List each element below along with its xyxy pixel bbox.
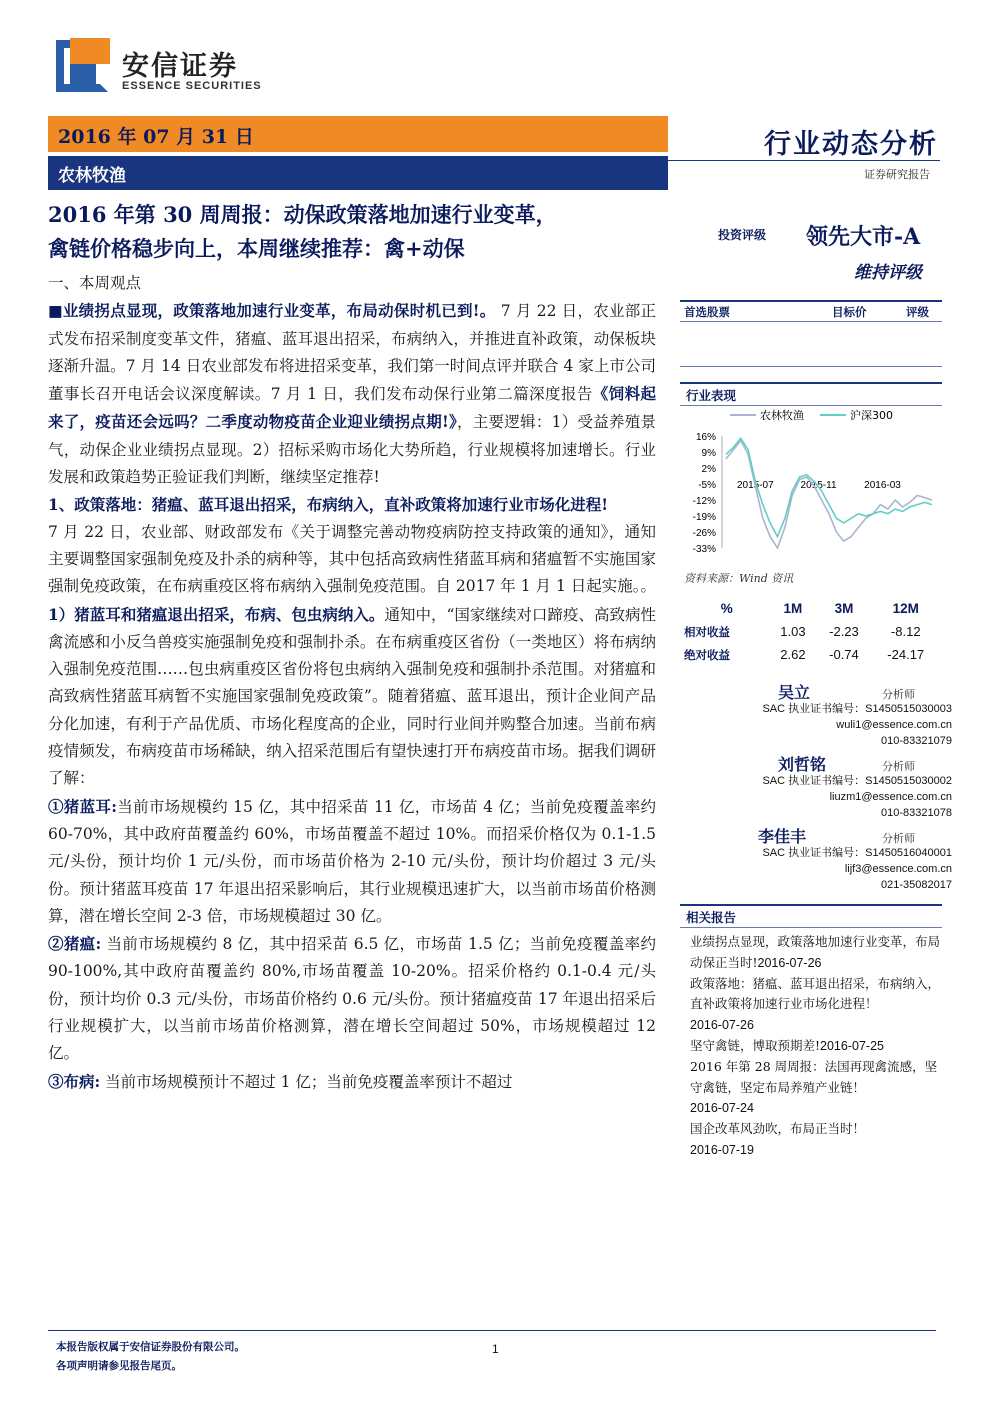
paragraph-5-lead: ②猪瘟: [48,934,102,954]
related-reports-header [680,904,942,928]
paragraph-2: 7 月 22 日，农业部、财政部发布《关于调整完善动物疫病防控支持政策的通知》，通知主要调整国家强制免疫及扑杀的病种等，其中包括高致病性猪蓝耳病和猪瘟暂不实施国家强制免疫政策，在布病重疫区将布病纳入强制免疫范围。自 2017 年 1 月 1 日起实施。。 [48,522,656,596]
picks-col-stock: 首选股票 [684,305,730,319]
y-tick-label: -19% [692,512,716,523]
list-item[interactable] [690,974,942,1036]
list-item[interactable] [690,932,942,974]
report-type: 行业动态分析 [764,129,938,160]
title-line-1: 2016 年第 30 周周报：动保政策落地加速行业变革， [48,202,557,227]
table-cell: 2.62 [780,647,806,662]
table-cell: -2.23 [829,624,859,639]
row-label: 绝对收益 [684,647,730,662]
company-logo [56,40,108,92]
chart-legend [730,408,893,422]
report-date: 2016 年 07 月 31 日 [58,126,254,148]
page-number: 1 [492,1342,499,1356]
paragraph-4-text: 当前市场规模约 15 亿，其中招采苗 11 亿，市场苗 4 亿；当前免疫覆盖率约 60-70%，其中政府苗覆盖约 60%，市场苗覆盖不超过 10%。而招采价格仅为 0.1-1.5 元/头份，预计均价 1 元/头份，而市场苗价格为 2-10 元/头份，预计均价超过 3 元/头份。预计猪蓝耳疫苗 17 年退出招采影响后，其行业规模迅速扩大，以当前市场苗价格测算，潜在增长空间 2-3 倍，市场规模超过 30 亿。 [48,797,656,925]
picks-col-rating: 评级 [906,305,929,319]
y-tick-label: -12% [692,496,716,507]
list-item[interactable] [690,1119,942,1161]
paragraph-1-text-a: 7 月 22 日，农业部正式发布招采制度变革文件，猪瘟、蓝耳退出招采，布病纳入，并推进直补政策，动保板块逐渐升温。7 月 14 日农业部发布将进招采变革，我们第一时间点评并联合 4 家上市公司董事长召开电话会议深度解读。7 月 1 日，我们发布动保行业第二篇深度报告 [48,302,656,404]
paragraph-4-lead: ①猪蓝耳: [48,796,117,816]
perf-col-3m: 3M [834,600,854,616]
list-item[interactable] [690,1036,942,1057]
table-cell: -8.12 [890,624,921,639]
paragraph-1-text-b: ，主要逻辑：1）受益养殖景气，动保企业业绩拐点显现。2）招标采购市场化大势所趋，行业规模将加速增长。行业发展和政策趋势正验证我们判断，继续坚定推荐! [48,413,656,487]
report-subtype: 证券研究报告 [864,168,930,181]
analyst-email[interactable]: liuzm1@essence.com.cn [829,791,952,803]
analyst-title: 分析师 [882,832,915,845]
section-heading: 一、本周观点 [48,274,142,292]
related-reports-list [690,932,942,1161]
main-body [48,270,656,1096]
rating-value: 领先大市-A [806,224,921,250]
series-line-1 [726,441,932,548]
analyst-cert: SAC 执业证书编号：S1450515030003 [762,703,952,715]
related-text: 坚守禽链，博取预期差! [690,1037,821,1053]
paragraph-6-lead: ③布病: [48,1071,101,1091]
related-date: 2016-07-26 [757,955,822,970]
paragraph-1-report-title: 《饲料起来了，疫苗还会远吗？二季度动物疫苗企业迎业绩拐点期!》 [48,384,656,432]
table-cell: 1.03 [780,624,806,639]
paragraph-6-text: 当前市场规模预计不超过 1 亿；当前免疫覆盖率预计不超过 [100,1072,513,1091]
picks-header [680,300,942,322]
analyst-name: 吴立 [778,683,811,702]
footer-divider [48,1330,936,1331]
related-date: 2016-07-26 [690,1018,754,1033]
analyst-cert: SAC 执业证书编号：S1450515030002 [762,775,952,787]
subheading-1: 1、政策落地：猪瘟、蓝耳退出招采，布病纳入，直补政策将加速行业市场化进程! [48,495,609,515]
picks-col-target: 目标价 [832,305,867,319]
sector-bar [48,156,668,190]
legend-label-series-2: 沪深300 [850,409,893,422]
analyst-title: 分析师 [882,760,915,773]
chart-series [726,438,932,548]
related-title: 相关报告 [686,910,737,925]
table-cell: -0.74 [829,647,859,662]
perf-col-unit: % [720,600,733,616]
brand-name-cn: 安信证券 [122,51,238,82]
related-text: 2016 年第 28 周周报：法国再现禽流感，坚守禽链，坚定布局养殖产业链！ [690,1058,938,1095]
x-tick-label: 2015-11 [800,480,837,491]
y-tick-label: 16% [695,432,716,443]
brand-name-en: ESSENCE SECURITIES [122,80,262,92]
x-axis [737,480,901,491]
table-row [684,643,940,666]
analyst-title: 分析师 [882,688,915,701]
industry-performance-chart [680,406,942,566]
related-text: 政策落地：猪瘟、蓝耳退出招采，布病纳入，直补政策将加速行业市场化进程！ [690,975,941,1012]
x-tick-label: 2016-03 [864,480,901,491]
header-divider [668,160,940,161]
paragraph-3-text: 通知中，“国家继续对口蹄疫、高致病性禽流感和小反刍兽疫实施强制免疫和强制扑杀。在布病重疫区省份（一类地区）将布病纳入强制免疫范围……包虫病重疫区省份将包虫病纳入强制免疫和强制扑杀范围。对猪瘟和高致病性猪蓝耳病暂不实施国家强制免疫政策”。随着猪瘟、蓝耳退出，预计企业间产品分化加速，有利于产品优质、市场化程度高的企业，同时行业间并购整合加速。当前布病疫情频发，布病疫苗市场稀缺，纳入招采范围后有望快速打开布病疫苗市场。据我们调研了解： [48,605,656,788]
related-text: 业绩拐点显现，政策落地加速行业变革，布局动保正当时! [690,934,941,970]
sector-label: 农林牧渔 [58,166,126,186]
copyright-note: 本报告版权属于安信证券股份有限公司。 [56,1341,245,1353]
performance-table [684,596,940,666]
perf-col-1m: 1M [783,600,803,616]
related-date: 2016-07-19 [690,1142,754,1157]
title-line-2: 禽链价格稳步向上，本周继续推荐：禽+动保 [48,236,465,261]
rating-label: 投资评级 [718,228,767,242]
picks-bottom-line [680,366,942,367]
paragraph-6 [48,1068,656,1096]
table-cell: -24.17 [887,647,925,662]
paragraph-3 [48,601,656,793]
related-date: 2016-07-25 [820,1038,884,1053]
report-title [48,198,668,266]
analyst-name: 李佳丰 [758,827,807,846]
related-date: 2016-07-24 [690,1101,754,1116]
y-axis [693,432,722,555]
y-tick-label: -5% [698,480,716,491]
perf-col-12m: 12M [892,600,919,616]
analyst-phone: 021-35082017 [881,879,952,891]
chart-source: 资料来源：Wind 资讯 [684,572,794,585]
rating-note: 维持评级 [854,263,922,283]
performance-table-header [684,596,940,620]
paragraph-4 [48,793,656,930]
analyst-email[interactable]: lijf3@essence.com.cn [844,863,952,875]
related-text: 国企改革风劲吹，布局正当时！ [690,1121,866,1137]
analyst-phone: 010-83321079 [881,735,952,747]
disclaimer-note: 各项声明请参见报告尾页。 [56,1360,182,1372]
perf-header [680,382,942,406]
y-tick-label: 9% [701,448,716,459]
y-tick-label: -26% [692,528,716,539]
analyst-phone: 010-83321078 [881,807,952,819]
paragraph-3-lead: 1）猪蓝耳和猪瘟退出招采，布病、包虫病纳入。 [48,604,385,624]
analyst-name: 刘哲铭 [778,755,827,774]
paragraph-5 [48,930,656,1067]
row-label: 相对收益 [684,624,730,639]
legend-label-series-1: 农林牧渔 [760,409,804,422]
footer-notes [56,1338,245,1376]
table-row [684,620,940,643]
paragraph-1-lead: ■业绩拐点显现，政策落地加速行业变革，布局动保时机已到!。 [48,301,496,321]
analyst-email[interactable]: wuli1@essence.com.cn [836,719,952,731]
paragraph-5-text: 当前市场规模约 8 亿，其中招采苗 6.5 亿，市场苗 1.5 亿；当前免疫覆盖率约 90-100%,其中政府苗覆盖约 80%,市场苗覆盖 10-20%。招采价格约 0.1-0.4 元/头份，预计均价 0.3 元/头份，市场苗价格约 0.6 元/头份。预计猪瘟疫苗 17 年退出招采后行业规模扩大，以当前市场苗价格测算，潜在增长空间超过 50%，市场规模超过 12 亿。 [48,935,656,1063]
x-tick-label: 2015-07 [736,480,774,491]
list-item[interactable] [690,1057,942,1119]
analyst-cert: SAC 执业证书编号：S1450516040001 [762,847,952,859]
y-tick-label: 2% [701,464,716,475]
perf-title: 行业表现 [686,388,737,403]
y-tick-label: -33% [692,544,716,555]
paragraph-1 [48,297,656,491]
